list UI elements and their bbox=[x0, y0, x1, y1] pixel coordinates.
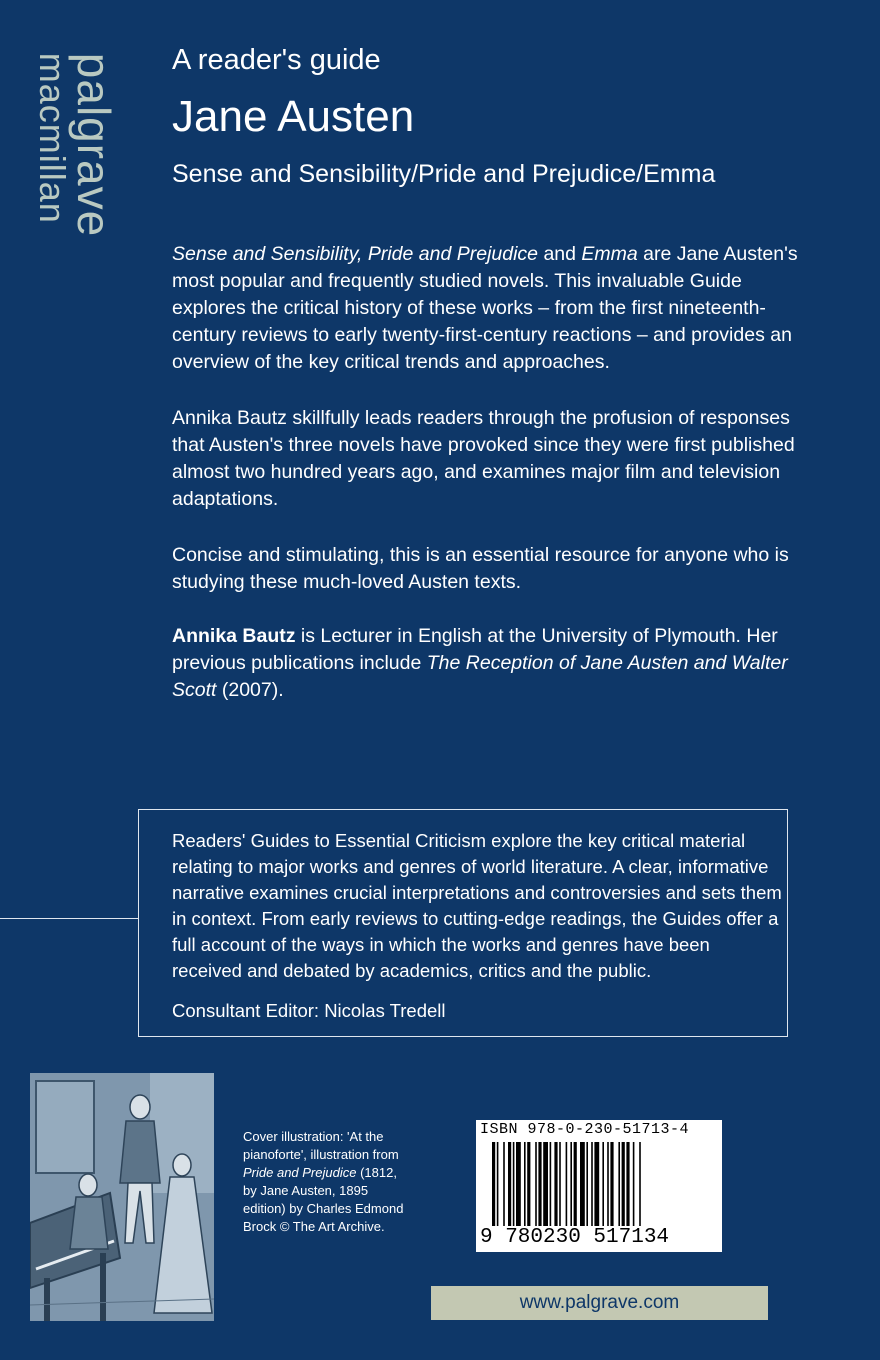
publisher-imprint: macmillan bbox=[32, 52, 73, 224]
barcode-bar bbox=[543, 1142, 548, 1226]
series-description-box bbox=[138, 809, 788, 1037]
barcode-bar bbox=[586, 1142, 588, 1226]
author-bio: Annika Bautz is Lecturer in English at the University of Plymouth. Her previous publications include The Reception of Jane Austen and Walter Scott (2007). bbox=[172, 625, 788, 701]
barcode-bar bbox=[574, 1142, 577, 1226]
novel-titles: Sense and Sensibility, Pride and Prejudice bbox=[172, 243, 539, 265]
barcode-bar bbox=[503, 1142, 505, 1226]
barcode-bar bbox=[516, 1142, 521, 1226]
barcode-bar bbox=[524, 1142, 526, 1226]
isbn-label: ISBN 978-0-230-51713-4 bbox=[480, 1121, 690, 1138]
barcode-bar bbox=[622, 1142, 625, 1226]
barcode-bar bbox=[602, 1142, 604, 1226]
barcode-bar bbox=[550, 1142, 552, 1226]
series-title: A reader's guide bbox=[172, 44, 381, 76]
barcode-bar bbox=[527, 1142, 530, 1226]
barcode-bar bbox=[626, 1142, 629, 1226]
barcode-bar bbox=[513, 1142, 515, 1226]
barcode-bar bbox=[580, 1142, 585, 1226]
barcode-bar bbox=[639, 1142, 641, 1226]
barcode-bar bbox=[570, 1142, 572, 1226]
barcode-bar bbox=[566, 1142, 568, 1226]
barcode-bar bbox=[633, 1142, 635, 1226]
cover-illustration-image bbox=[30, 1073, 214, 1321]
barcode-bar bbox=[508, 1142, 511, 1226]
blurb-paragraph-2: Annika Bautz skillfully leads readers through the profusion of responses that Austen's three novels have provoked since they were first published almost two hundred years ago, and examines major film and television adaptations. bbox=[172, 407, 795, 510]
isbn-barcode bbox=[476, 1120, 722, 1252]
barcode-bar bbox=[594, 1142, 599, 1226]
barcode-bar bbox=[610, 1142, 613, 1226]
blurb-paragraph-3: Concise and stimulating, this is an essential resource for anyone who is studying these much-loved Austen texts. bbox=[172, 544, 789, 593]
author-name: Annika Bautz bbox=[172, 625, 296, 647]
novel-title-emma: Emma bbox=[581, 243, 638, 265]
barcode-bar bbox=[492, 1142, 495, 1226]
barcode-bar bbox=[591, 1142, 593, 1226]
consultant-editor: Consultant Editor: Nicolas Tredell bbox=[172, 1000, 446, 1021]
barcode-bar bbox=[607, 1142, 609, 1226]
isbn-number: 9 780230 517134 bbox=[480, 1226, 670, 1249]
book-title: Jane Austen bbox=[172, 92, 415, 141]
blurb-paragraph-1: Sense and Sensibility, Pride and Prejudice and Emma are Jane Austen's most popular and frequently studied novels. This invaluable Guide explores the critical history of these works – from the first nineteenth-century reviews to early twenty-first-century reactions – and provides an overview of the key critical trends and approaches. bbox=[172, 243, 798, 373]
barcode-bar bbox=[618, 1142, 620, 1226]
publisher-name: palgrave bbox=[68, 52, 120, 238]
barcode-bar bbox=[554, 1142, 557, 1226]
book-subtitle: Sense and Sensibility/Pride and Prejudice/Emma bbox=[172, 160, 716, 188]
caption-book-title: Pride and Prejudice bbox=[243, 1165, 357, 1180]
publisher-website[interactable]: www.palgrave.com bbox=[431, 1286, 768, 1320]
series-description: Readers' Guides to Essential Criticism explore the key critical material relating to major works and genres of world literature. A clear, informative narrative examines crucial interpretations and controversies and sets them in context. From early reviews to cutting-edge readings, the Guides offer a full account of the ways in which the works and genres have been received and debated by academics, critics and the public. bbox=[172, 830, 782, 981]
barcode-bar bbox=[538, 1142, 541, 1226]
publisher-logo bbox=[20, 40, 130, 250]
barcode-bar bbox=[497, 1142, 499, 1226]
barcode-bar bbox=[559, 1142, 561, 1226]
box-connector-line bbox=[0, 918, 138, 919]
previous-publication: The Reception of Jane Austen and Walter Scott bbox=[172, 652, 788, 701]
cover-illustration-caption: Cover illustration: 'At the pianoforte', illustration from Pride and Prejudice (1812, by Jane Austen, 1895 edition) by Charles Edmond Brock © The Art Archive. bbox=[243, 1129, 404, 1234]
barcode-bar bbox=[535, 1142, 537, 1226]
